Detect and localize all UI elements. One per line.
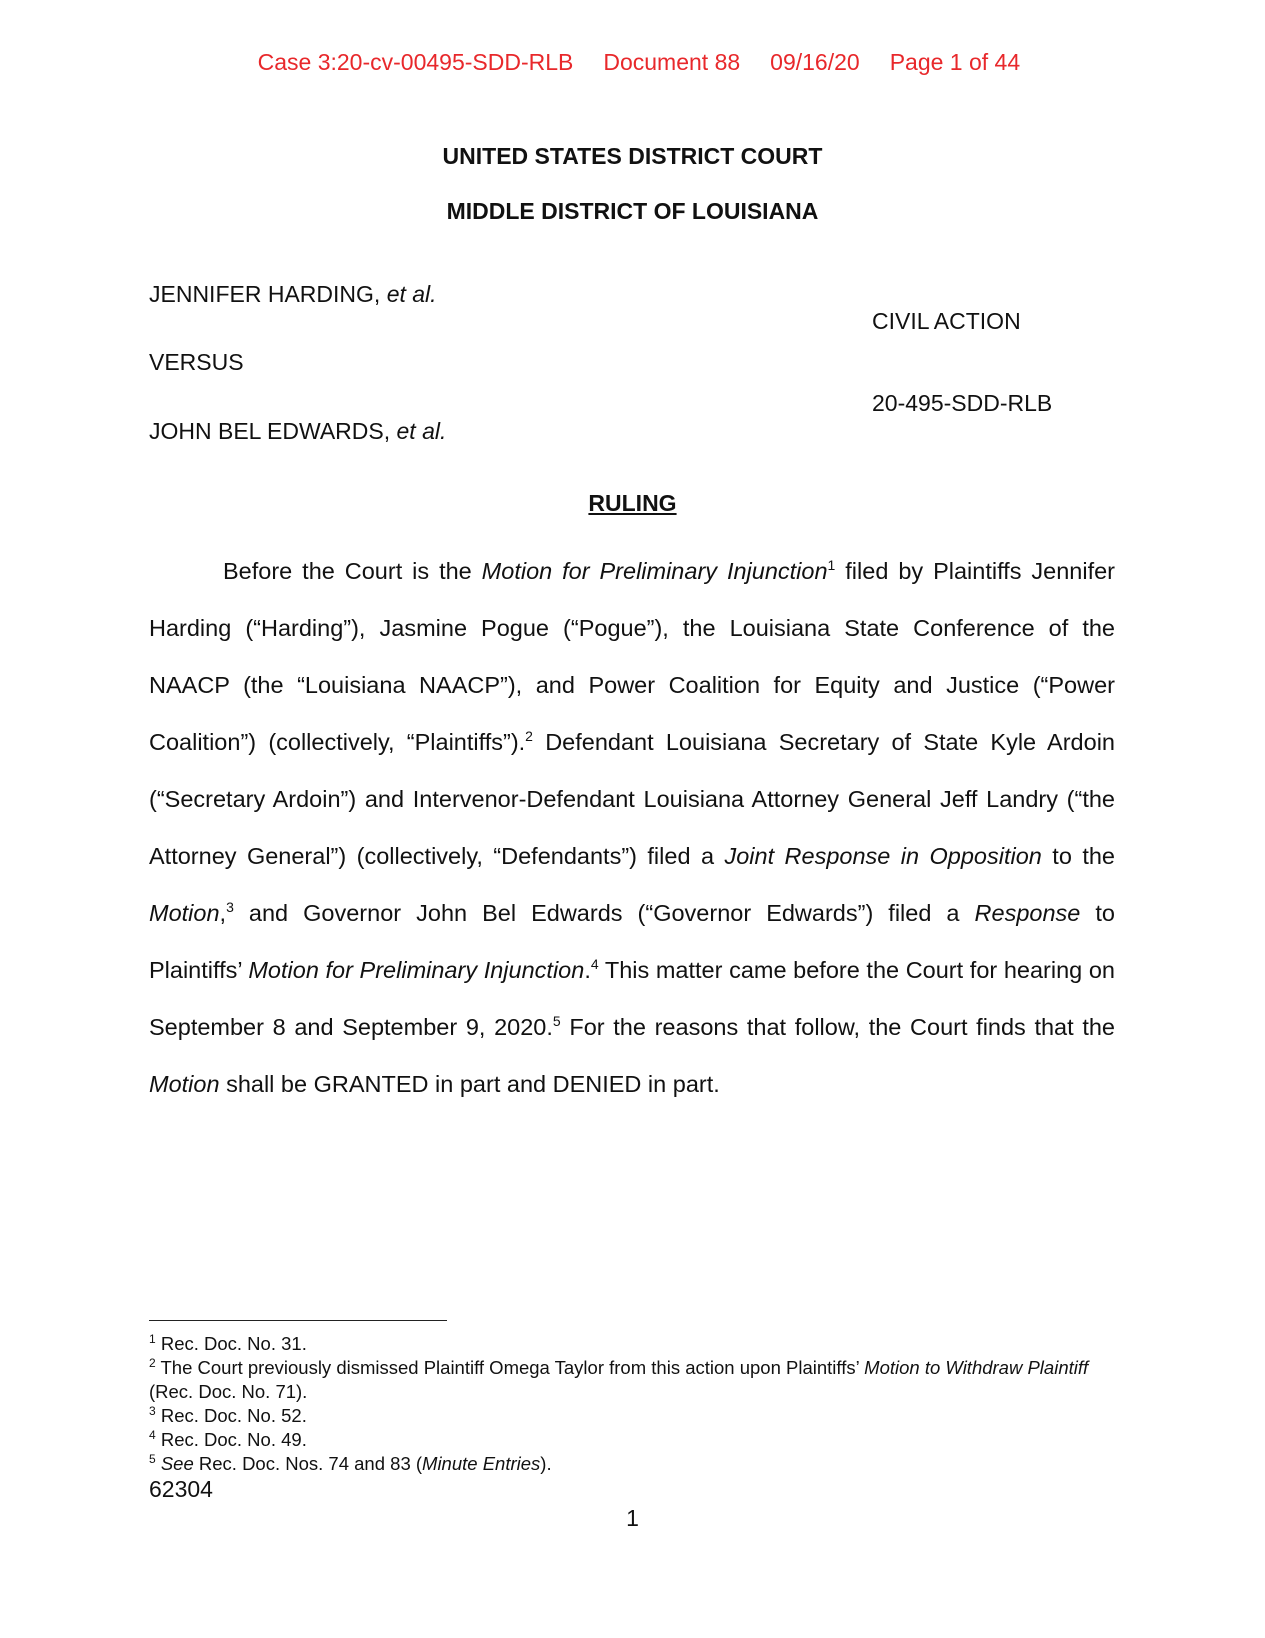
ruling-paragraph: Before the Court is the Motion for Preliminary Injunction$^1$ filed by Plaintiffs Jennifer Harding (“Harding”), Jasmine Pogue (“Pogue”), the Louisiana State Conference of the NAACP (the “Louisiana NAACP”), and Power Coalition for Equity and Justice (“Power Coalition”) (collectively, “Plaintiffs”).$^2$ Defendant Louisiana Secretary of State Kyle Ardoin (“Secretary Ardoin”) and Intervenor-Defendant Louisiana Attorney General Jeff Landry (“the Attorney General”) (collectively, “Defendants”) filed a Joint Response in Opposition to the Motion,$^3$ and Governor John Bel Edwards (“Governor Edwards”) filed a Response to Plaintiffs’ Motion for Preliminary Injunction.$^4$ This matter came before the Court for hearing on September 8 and September 9, 2020.$^5$ For the reasons that follow, the Court finds that the Motion shall be GRANTED in part and DENIED in part. bbox=[149, 557, 1115, 1097]
footnote-4: $^4$ Rec. Doc. No. 49. bbox=[149, 1427, 307, 1450]
header-date: 09/16/20 bbox=[770, 49, 860, 75]
footnote-3: $^3$ Rec. Doc. No. 52. bbox=[149, 1403, 307, 1426]
footnote-ref[interactable]: 4 bbox=[590, 956, 599, 973]
footnote-5: $^5$ See Rec. Doc. Nos. 74 and 83 (Minute Entries). bbox=[149, 1451, 552, 1474]
caption-versus: VERSUS bbox=[149, 349, 244, 375]
header-document: Document 88 bbox=[603, 49, 741, 75]
header-page: Page 1 of 44 bbox=[889, 49, 1021, 75]
footnote-divider bbox=[149, 1320, 447, 1321]
caption-case-number: 20-495-SDD-RLB bbox=[872, 390, 1053, 416]
ruling-title: RULING bbox=[588, 490, 677, 516]
court-name: UNITED STATES DISTRICT COURT bbox=[442, 143, 823, 169]
footnote-ref[interactable]: 1 bbox=[827, 557, 836, 574]
caption-action-type: CIVIL ACTION bbox=[872, 308, 1021, 334]
caption-plaintiff: JENNIFER HARDING, et al. bbox=[149, 281, 437, 307]
footnote-ref[interactable]: 3 bbox=[226, 899, 234, 916]
footnotes bbox=[149, 1332, 1115, 1476]
header-case-number: Case 3:20-cv-00495-SDD-RLB bbox=[257, 49, 574, 75]
footnote-1: $^1$ Rec. Doc. No. 31. bbox=[149, 1331, 307, 1354]
footnote-ref[interactable]: 5 bbox=[552, 1013, 561, 1030]
footnote-2: $^2$ The Court previously dismissed Plaintiff Omega Taylor from this action upon Plaintiffs’ Motion to Withdraw Plaintiff (Rec. Doc. No. 71). bbox=[149, 1355, 1089, 1402]
footnote-ref[interactable]: 2 bbox=[525, 728, 533, 745]
court-district: MIDDLE DISTRICT OF LOUISIANA bbox=[446, 198, 819, 224]
caption-defendant: JOHN BEL EDWARDS, et al. bbox=[149, 418, 447, 444]
page-number: 1 bbox=[626, 1505, 639, 1531]
document-id: 62304 bbox=[149, 1476, 213, 1502]
filing-header bbox=[0, 22, 1265, 76]
